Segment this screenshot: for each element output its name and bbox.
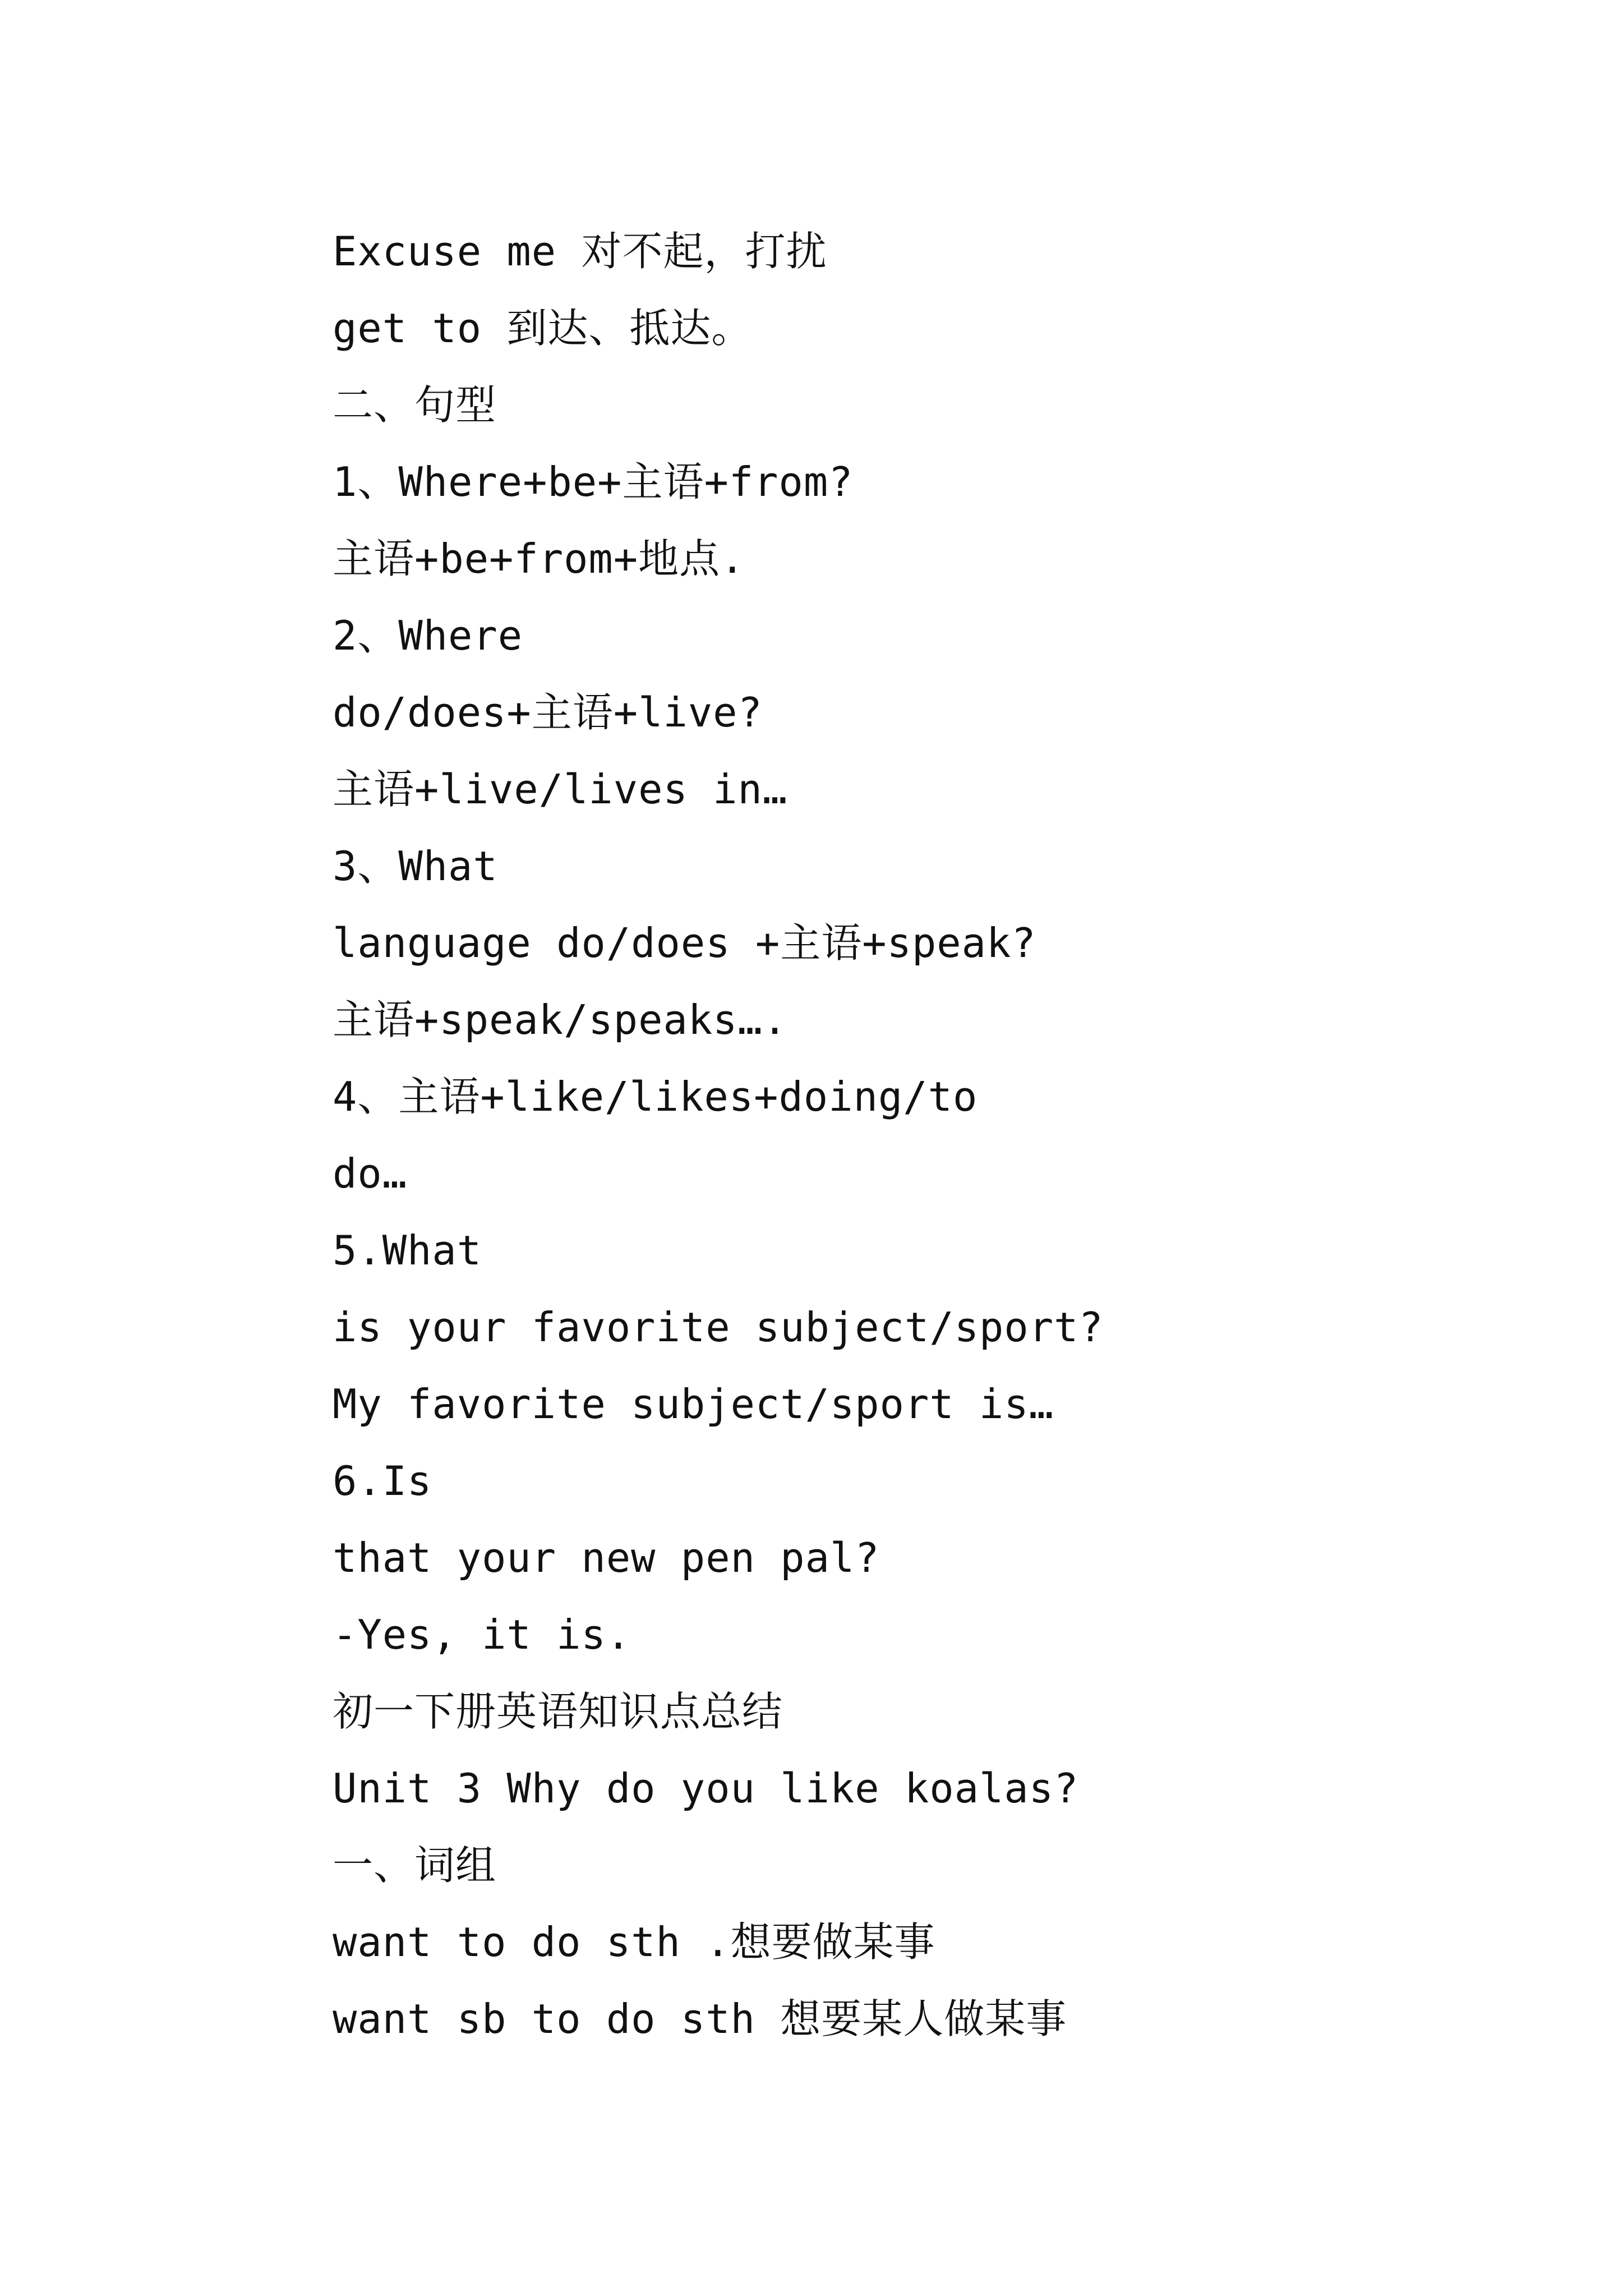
text-line: 2、Where xyxy=(333,612,523,659)
section-heading: 二、句型 xyxy=(333,381,497,429)
text-line: -Yes, it is. xyxy=(333,1611,631,1658)
text-line: want sb to do sth 想要某人做某事 xyxy=(333,1995,1067,2042)
document-body xyxy=(333,213,1566,2058)
text-line: language do/does +主语+speak? xyxy=(333,919,1036,967)
text-line: is your favorite subject/sport? xyxy=(333,1304,1104,1351)
text-line: 3、What xyxy=(333,843,498,890)
document-title: 初一下册英语知识点总结 xyxy=(333,1688,783,1735)
text-line: want to do sth .想要做某事 xyxy=(333,1918,935,1966)
text-line: that your new pen pal? xyxy=(333,1534,880,1581)
unit-title: Unit 3 Why do you like koalas? xyxy=(333,1765,1079,1812)
section-heading: 一、词组 xyxy=(333,1842,497,1889)
text-line: Excuse me 对不起，打扰 xyxy=(333,228,827,275)
text-line: 主语+live/lives in… xyxy=(333,766,788,813)
text-line: 主语+speak/speaks…. xyxy=(333,996,788,1043)
text-line: 1、Where+be+主语+from? xyxy=(333,458,854,505)
text-line: get to 到达、抵达。 xyxy=(333,305,753,352)
text-line: 主语+be+from+地点. xyxy=(333,535,745,582)
text-line: do… xyxy=(333,1150,408,1197)
text-line: do/does+主语+live? xyxy=(333,689,763,736)
text-line: 4、主语+like/likes+doing/to xyxy=(333,1073,978,1120)
text-line: My favorite subject/sport is… xyxy=(333,1381,1054,1428)
text-line: 6.Is xyxy=(333,1457,432,1504)
text-line: 5.What xyxy=(333,1227,482,1274)
